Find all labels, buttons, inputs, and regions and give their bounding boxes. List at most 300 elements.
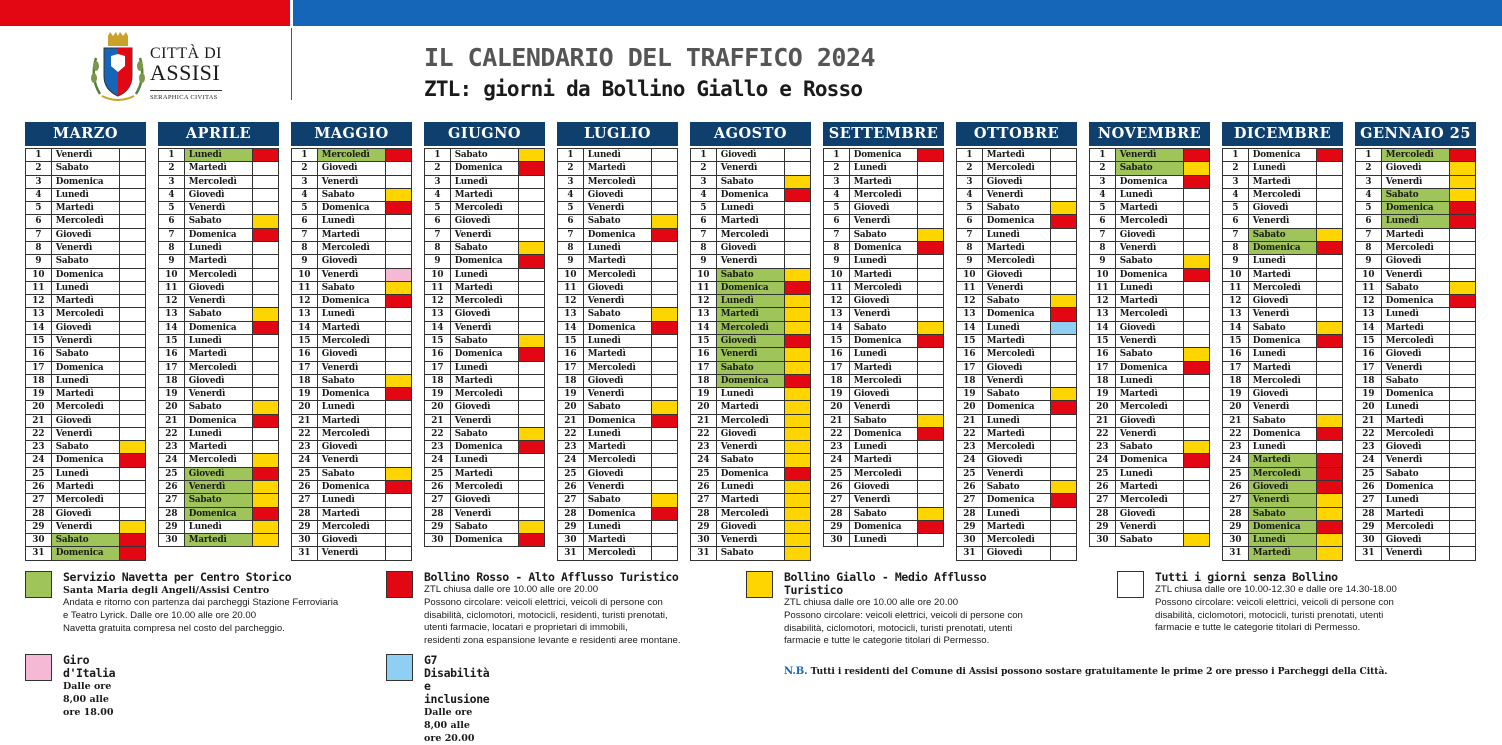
day-status-cell xyxy=(1184,468,1210,480)
day-row xyxy=(1356,308,1476,321)
day-status-cell xyxy=(519,441,545,453)
note-text: Tutti i residenti del Comune di Assisi possono sostare gratuitamente le prime 2 ore presso i Parcheggi della Città. xyxy=(810,666,1388,677)
day-number: 22 xyxy=(292,428,318,440)
day-name: Martedì xyxy=(52,388,120,400)
day-number: 4 xyxy=(691,189,717,201)
day-name: Domenica xyxy=(318,388,386,400)
day-name: Mercoledì xyxy=(318,149,386,161)
day-name: Giovedì xyxy=(1116,322,1184,334)
day-number: 15 xyxy=(26,335,52,347)
day-row xyxy=(159,176,279,189)
day-row xyxy=(691,415,811,428)
day-row xyxy=(957,415,1077,428)
day-row xyxy=(957,468,1077,481)
month-column xyxy=(1089,122,1210,547)
day-status-cell xyxy=(386,282,412,294)
day-row xyxy=(824,428,944,441)
day-name: Venerdì xyxy=(584,295,652,307)
day-number: 7 xyxy=(425,229,451,241)
day-status-cell xyxy=(519,481,545,493)
day-number: 18 xyxy=(159,375,185,387)
month-header: MAGGIO xyxy=(291,122,412,146)
day-name: Lunedì xyxy=(983,322,1051,334)
day-number: 13 xyxy=(824,308,850,320)
day-name: Giovedì xyxy=(1382,162,1450,174)
day-status-cell xyxy=(1450,348,1476,360)
day-number: 5 xyxy=(691,202,717,214)
day-row xyxy=(957,508,1077,521)
day-name: Mercoledì xyxy=(1249,282,1317,294)
day-name: Giovedì xyxy=(318,255,386,267)
day-number: 15 xyxy=(1223,335,1249,347)
day-number: 19 xyxy=(1223,388,1249,400)
day-status-cell xyxy=(253,215,279,227)
day-row xyxy=(824,508,944,521)
day-name: Venerdì xyxy=(1382,362,1450,374)
day-row xyxy=(1223,468,1343,481)
day-number: 10 xyxy=(957,269,983,281)
day-name: Lunedì xyxy=(584,335,652,347)
day-name: Giovedì xyxy=(1382,348,1450,360)
day-number: 13 xyxy=(292,308,318,320)
day-row xyxy=(159,494,279,507)
day-status-cell xyxy=(1051,335,1077,347)
day-name: Venerdì xyxy=(185,295,253,307)
day-row xyxy=(1090,202,1210,215)
day-name: Martedì xyxy=(318,229,386,241)
day-number: 22 xyxy=(159,428,185,440)
day-name: Mercoledì xyxy=(983,348,1051,360)
day-name: Domenica xyxy=(1116,269,1184,281)
day-status-cell xyxy=(785,282,811,294)
day-status-cell xyxy=(652,335,678,347)
day-status-cell xyxy=(1184,202,1210,214)
day-status-cell xyxy=(120,295,146,307)
day-number: 15 xyxy=(957,335,983,347)
day-row xyxy=(824,176,944,189)
day-status-cell xyxy=(519,468,545,480)
day-number: 23 xyxy=(957,441,983,453)
day-number: 17 xyxy=(691,362,717,374)
day-row xyxy=(824,375,944,388)
day-name: Sabato xyxy=(983,481,1051,493)
day-status-cell xyxy=(253,415,279,427)
city-logo xyxy=(88,32,228,104)
day-name: Lunedì xyxy=(1116,375,1184,387)
day-name: Martedì xyxy=(318,508,386,520)
day-name: Mercoledì xyxy=(1249,189,1317,201)
day-number: 17 xyxy=(159,362,185,374)
day-number: 17 xyxy=(1090,362,1116,374)
day-number: 22 xyxy=(558,428,584,440)
day-number: 14 xyxy=(292,322,318,334)
day-number: 4 xyxy=(425,189,451,201)
legend-line: disabilità, ciclomotori, motocicli, turisti prenotati, utenti xyxy=(1155,609,1384,621)
day-name: Giovedì xyxy=(983,547,1051,559)
day-status-cell xyxy=(120,282,146,294)
day-number: 9 xyxy=(26,255,52,267)
day-name: Giovedì xyxy=(1116,415,1184,427)
day-status-cell xyxy=(652,547,678,559)
day-number: 14 xyxy=(558,322,584,334)
day-row xyxy=(1090,508,1210,521)
day-row xyxy=(558,415,678,428)
day-number: 28 xyxy=(558,508,584,520)
day-number: 23 xyxy=(824,441,850,453)
day-status-cell xyxy=(652,388,678,400)
day-row xyxy=(957,547,1077,560)
day-status-cell xyxy=(1051,508,1077,520)
day-row xyxy=(558,428,678,441)
day-row xyxy=(26,176,146,189)
day-row xyxy=(824,322,944,335)
day-row xyxy=(1223,348,1343,361)
day-name: Martedì xyxy=(983,335,1051,347)
day-status-cell xyxy=(253,176,279,188)
day-row xyxy=(425,322,545,335)
day-status-cell xyxy=(785,295,811,307)
day-status-cell xyxy=(253,428,279,440)
day-number: 3 xyxy=(824,176,850,188)
day-status-cell xyxy=(785,269,811,281)
day-name: Giovedì xyxy=(983,454,1051,466)
legend-title: Bollino Rosso - Alto Afflusso Turistico xyxy=(424,570,679,584)
day-name: Lunedì xyxy=(850,441,918,453)
day-number: 4 xyxy=(558,189,584,201)
day-row xyxy=(292,255,412,268)
day-status-cell xyxy=(1184,481,1210,493)
day-row xyxy=(1356,215,1476,228)
day-row xyxy=(558,375,678,388)
day-number: 14 xyxy=(1356,322,1382,334)
day-row xyxy=(159,362,279,375)
day-name: Venerdì xyxy=(717,441,785,453)
day-name: Lunedì xyxy=(1249,441,1317,453)
day-number: 29 xyxy=(824,521,850,533)
day-name: Lunedì xyxy=(318,215,386,227)
day-status-cell xyxy=(253,494,279,506)
day-status-cell xyxy=(785,388,811,400)
day-status-cell xyxy=(386,215,412,227)
day-row xyxy=(159,348,279,361)
day-number: 21 xyxy=(1090,415,1116,427)
day-row xyxy=(558,335,678,348)
day-row xyxy=(425,176,545,189)
legend-line: residenti zona espansione levante e residenti aree montane. xyxy=(424,635,681,647)
day-status-cell xyxy=(918,255,944,267)
page-subtitle: ZTL: giorni da Bollino Giallo e Rosso xyxy=(424,77,863,101)
day-number: 6 xyxy=(159,215,185,227)
day-name: Sabato xyxy=(451,242,519,254)
day-row xyxy=(292,149,412,162)
day-number: 27 xyxy=(1090,494,1116,506)
day-row xyxy=(425,335,545,348)
day-row xyxy=(26,189,146,202)
day-name: Martedì xyxy=(584,348,652,360)
day-number: 2 xyxy=(558,162,584,174)
day-name: Sabato xyxy=(717,176,785,188)
day-name: Domenica xyxy=(52,362,120,374)
day-row xyxy=(957,534,1077,547)
day-name: Venerdì xyxy=(52,149,120,161)
day-name: Domenica xyxy=(318,202,386,214)
day-row xyxy=(957,362,1077,375)
day-row xyxy=(26,308,146,321)
legend-title: Giro d'Italia xyxy=(63,653,116,680)
day-name: Martedì xyxy=(850,269,918,281)
day-status-cell xyxy=(785,481,811,493)
day-name: Domenica xyxy=(52,547,120,559)
day-status-cell xyxy=(386,229,412,241)
day-number: 11 xyxy=(824,282,850,294)
day-row xyxy=(957,176,1077,189)
day-row xyxy=(1090,308,1210,321)
day-status-cell xyxy=(253,255,279,267)
day-status-cell xyxy=(918,362,944,374)
day-status-cell xyxy=(519,454,545,466)
day-row xyxy=(1090,189,1210,202)
day-status-cell xyxy=(1184,242,1210,254)
day-status-cell xyxy=(918,149,944,161)
day-number: 11 xyxy=(1356,282,1382,294)
day-number: 29 xyxy=(558,521,584,533)
day-name: Venerdì xyxy=(850,494,918,506)
day-status-cell xyxy=(1051,454,1077,466)
day-status-cell xyxy=(253,189,279,201)
month-header: GIUGNO xyxy=(424,122,545,146)
day-number: 25 xyxy=(425,468,451,480)
day-name: Sabato xyxy=(983,388,1051,400)
day-name: Mercoledì xyxy=(451,295,519,307)
day-number: 9 xyxy=(957,255,983,267)
day-status-cell xyxy=(253,322,279,334)
day-name: Domenica xyxy=(318,295,386,307)
day-name: Giovedì xyxy=(451,308,519,320)
day-number: 27 xyxy=(1356,494,1382,506)
day-name: Mercoledì xyxy=(717,229,785,241)
day-status-cell xyxy=(120,375,146,387)
day-name: Giovedì xyxy=(451,401,519,413)
day-row xyxy=(558,547,678,560)
top-bar-red xyxy=(0,0,290,26)
day-status-cell xyxy=(652,269,678,281)
day-status-cell xyxy=(1450,428,1476,440)
day-number: 2 xyxy=(26,162,52,174)
day-row xyxy=(425,534,545,547)
day-row xyxy=(159,308,279,321)
day-name: Domenica xyxy=(983,215,1051,227)
day-status-cell xyxy=(519,335,545,347)
day-name: Sabato xyxy=(52,534,120,546)
day-number: 31 xyxy=(957,547,983,559)
month-column xyxy=(25,122,146,561)
day-name: Lunedì xyxy=(1116,282,1184,294)
day-row xyxy=(957,428,1077,441)
day-status-cell xyxy=(1317,255,1343,267)
day-status-cell xyxy=(519,415,545,427)
day-name: Mercoledì xyxy=(584,547,652,559)
day-number: 24 xyxy=(558,454,584,466)
day-name: Sabato xyxy=(1116,162,1184,174)
day-row xyxy=(1223,441,1343,454)
day-status-cell xyxy=(1184,189,1210,201)
page-title: IL CALENDARIO DEL TRAFFICO 2024 xyxy=(424,43,876,72)
day-row xyxy=(292,415,412,428)
day-name: Martedì xyxy=(1249,176,1317,188)
day-status-cell xyxy=(652,362,678,374)
day-status-cell xyxy=(1317,521,1343,533)
day-row xyxy=(824,388,944,401)
day-name: Giovedì xyxy=(717,335,785,347)
day-number: 12 xyxy=(159,295,185,307)
day-name: Venerdì xyxy=(1382,454,1450,466)
day-name: Sabato xyxy=(584,401,652,413)
day-number: 9 xyxy=(425,255,451,267)
day-name: Martedì xyxy=(52,295,120,307)
day-status-cell xyxy=(1051,295,1077,307)
day-row xyxy=(1223,162,1343,175)
day-name: Martedì xyxy=(850,454,918,466)
day-number: 14 xyxy=(957,322,983,334)
day-status-cell xyxy=(253,508,279,520)
day-row xyxy=(957,388,1077,401)
day-number: 9 xyxy=(558,255,584,267)
day-name: Mercoledì xyxy=(584,269,652,281)
day-number: 6 xyxy=(292,215,318,227)
day-row xyxy=(292,308,412,321)
day-name: Mercoledì xyxy=(318,335,386,347)
note-nb xyxy=(784,666,1387,677)
day-status-cell xyxy=(1317,308,1343,320)
day-number: 21 xyxy=(691,415,717,427)
day-name: Mercoledì xyxy=(983,534,1051,546)
day-name: Giovedì xyxy=(1382,255,1450,267)
day-number: 3 xyxy=(1223,176,1249,188)
day-status-cell xyxy=(1450,202,1476,214)
day-status-cell xyxy=(785,441,811,453)
day-name: Giovedì xyxy=(52,322,120,334)
day-name: Domenica xyxy=(185,415,253,427)
day-row xyxy=(1356,269,1476,282)
day-name: Venerdì xyxy=(584,481,652,493)
day-name: Domenica xyxy=(850,335,918,347)
day-number: 8 xyxy=(1223,242,1249,254)
day-status-cell xyxy=(1184,282,1210,294)
day-row xyxy=(1223,534,1343,547)
day-number: 4 xyxy=(824,189,850,201)
day-status-cell xyxy=(1051,388,1077,400)
day-name: Mercoledì xyxy=(52,308,120,320)
day-row xyxy=(26,229,146,242)
day-number: 8 xyxy=(957,242,983,254)
day-row xyxy=(26,415,146,428)
day-status-cell xyxy=(1450,521,1476,533)
day-row xyxy=(691,494,811,507)
day-status-cell xyxy=(1450,415,1476,427)
month-header: DICEMBRE xyxy=(1222,122,1343,146)
day-name: Domenica xyxy=(1382,295,1450,307)
day-status-cell xyxy=(120,415,146,427)
day-row xyxy=(292,428,412,441)
day-status-cell xyxy=(120,547,146,559)
day-name: Venerdì xyxy=(1116,149,1184,161)
legend-line: ZTL chiusa dalle ore 10.00 alle ore 20.00 xyxy=(784,597,959,608)
day-number: 14 xyxy=(26,322,52,334)
day-status-cell xyxy=(1317,189,1343,201)
day-row xyxy=(691,508,811,521)
day-number: 2 xyxy=(425,162,451,174)
day-number: 18 xyxy=(957,375,983,387)
day-number: 24 xyxy=(1356,454,1382,466)
day-number: 26 xyxy=(957,481,983,493)
day-row xyxy=(691,362,811,375)
day-number: 15 xyxy=(425,335,451,347)
day-number: 10 xyxy=(1356,269,1382,281)
day-status-cell xyxy=(1450,388,1476,400)
day-number: 4 xyxy=(1090,189,1116,201)
day-row xyxy=(957,189,1077,202)
day-status-cell xyxy=(253,468,279,480)
day-row xyxy=(957,295,1077,308)
day-status-cell xyxy=(1317,149,1343,161)
legend-line: disabilità, ciclomotori, motocicli, residenti, turisti prenotati, xyxy=(424,609,668,621)
day-status-cell xyxy=(519,215,545,227)
day-number: 14 xyxy=(159,322,185,334)
day-number: 12 xyxy=(26,295,52,307)
day-name: Mercoledì xyxy=(717,322,785,334)
day-row xyxy=(26,468,146,481)
day-name: Sabato xyxy=(451,335,519,347)
day-name: Venerdì xyxy=(318,362,386,374)
day-status-cell xyxy=(1317,295,1343,307)
day-name: Sabato xyxy=(1116,255,1184,267)
day-name: Martedì xyxy=(1382,508,1450,520)
day-number: 30 xyxy=(691,534,717,546)
day-name: Sabato xyxy=(52,348,120,360)
day-name: Domenica xyxy=(850,428,918,440)
day-status-cell xyxy=(785,547,811,559)
day-status-cell xyxy=(120,189,146,201)
day-status-cell xyxy=(519,189,545,201)
day-name: Giovedì xyxy=(717,521,785,533)
day-row xyxy=(1356,388,1476,401)
day-status-cell xyxy=(918,508,944,520)
day-row xyxy=(558,362,678,375)
day-number: 5 xyxy=(1223,202,1249,214)
month-column xyxy=(557,122,678,561)
day-status-cell xyxy=(1450,441,1476,453)
note-key: N.B. xyxy=(784,666,808,677)
day-status-cell xyxy=(652,468,678,480)
day-row xyxy=(425,415,545,428)
day-name: Venerdì xyxy=(584,202,652,214)
day-status-cell xyxy=(1450,229,1476,241)
day-number: 25 xyxy=(957,468,983,480)
day-status-cell xyxy=(918,176,944,188)
day-row xyxy=(957,229,1077,242)
day-name: Giovedì xyxy=(1382,441,1450,453)
day-number: 17 xyxy=(425,362,451,374)
day-row xyxy=(824,468,944,481)
day-status-cell xyxy=(1184,521,1210,533)
day-row xyxy=(1090,282,1210,295)
day-row xyxy=(425,308,545,321)
day-name: Mercoledì xyxy=(52,494,120,506)
day-row xyxy=(957,322,1077,335)
day-status-cell xyxy=(519,162,545,174)
day-row xyxy=(558,189,678,202)
day-row xyxy=(159,415,279,428)
